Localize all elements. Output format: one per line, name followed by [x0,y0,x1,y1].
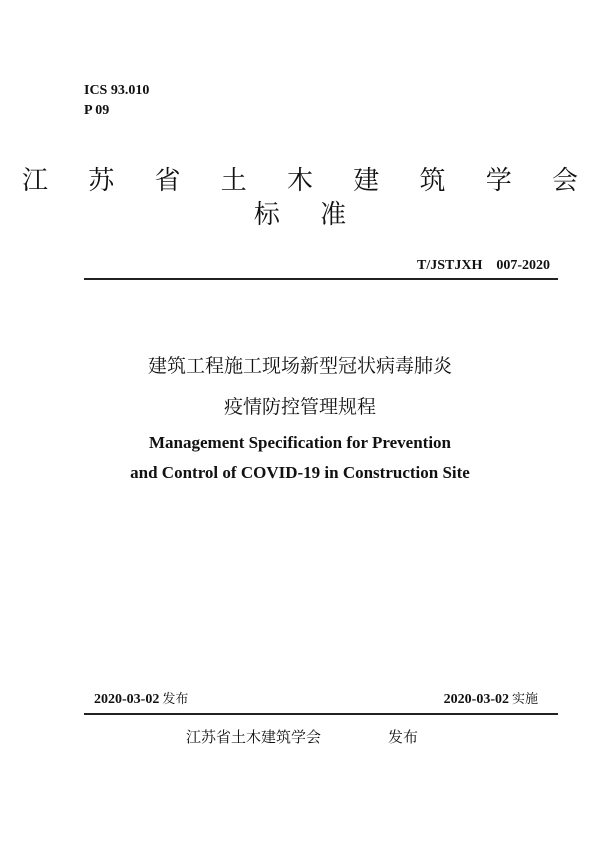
english-title-line-1: Management Specification for Prevention [148,433,451,452]
implementation-date-value: 2020-03-02 [443,692,509,707]
bottom-divider [84,713,558,715]
standard-category-title: 江 苏 省 土 木 建 筑 学 会 标 准 [21,166,595,230]
standard-number: T/JSTJXH 007-2020 [416,258,550,273]
issue-date [94,691,188,709]
ics-code: ICS 93.010 [84,83,150,98]
chinese-title-line-1: 建筑工程施工现场新型冠状病毒肺炎 [147,355,452,377]
issue-date-label: 发布 [162,692,189,707]
ccs-code: P 09 [84,103,110,118]
issue-date-value: 2020-03-02 [94,692,160,707]
implementation-date-label: 实施 [511,692,538,707]
publish-label: 发布 [388,728,419,746]
chinese-title-line-2: 疫情防控管理规程 [223,396,376,418]
publisher-name: 江苏省土木建筑学会 [186,728,322,746]
implementation-date [444,691,538,709]
top-divider [84,278,558,280]
english-title-line-2: and Control of COVID-19 in Construction Site [130,463,470,482]
